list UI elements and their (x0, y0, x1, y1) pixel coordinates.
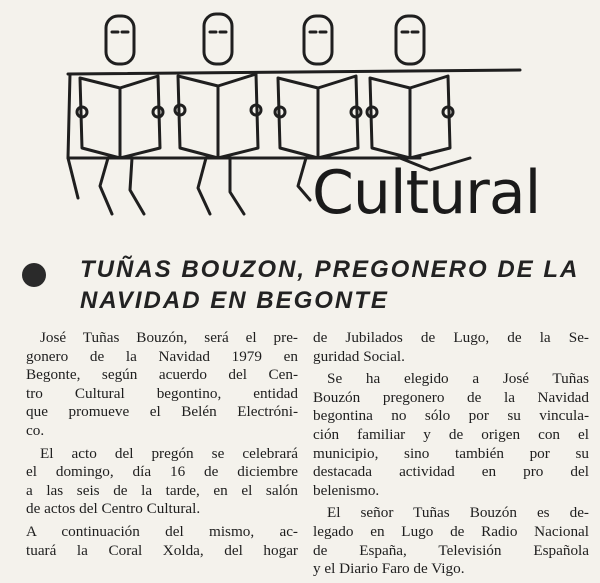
text-line: de España, Televisión Española (313, 541, 589, 559)
paragraph (26, 445, 298, 519)
headline (80, 254, 590, 316)
text-line: co. (26, 421, 45, 439)
reader-figure-4 (367, 16, 453, 158)
text-line: municipio, sino también por su (313, 444, 589, 462)
text-line: de Jubilados de Lugo, de la Se- (313, 329, 589, 346)
text-line: belenismo. (313, 481, 380, 499)
text-line: José Tuñas Bouzón, será el pre- (40, 329, 298, 346)
reader-figure-2 (175, 14, 261, 214)
text-line: Bouzón pregonero de la Navidad (313, 388, 589, 406)
text-line: begontina no sólo por su vincula- (313, 407, 589, 425)
text-line: ción familiar y de origen con el (313, 425, 589, 443)
paragraph (26, 523, 298, 560)
text-line: El señor Tuñas Bouzón es de- (327, 504, 589, 522)
reader-figure-1 (77, 16, 163, 214)
text-line: a las seis de la tarde, en el salón (26, 481, 298, 499)
text-line: destacada actividad en pro del (313, 463, 589, 481)
text-line: A continuación del mismo, ac- (26, 522, 298, 540)
headline-line-1: TUÑAS BOUZON, PREGONERO DE LA (80, 256, 580, 283)
text-line: de actos del Centro Cultural. (26, 500, 201, 518)
text-line: Begonte, según acuerdo del Cen- (26, 366, 298, 384)
text-line: y el Diario Faro de Vigo. (313, 560, 465, 578)
text-line: guridad Social. (313, 347, 405, 365)
article-column-left (26, 329, 298, 564)
text-line: que promueve el Belén Electróni- (26, 403, 298, 421)
headline-bullet (22, 263, 46, 287)
article-column-right (313, 329, 589, 583)
paragraph (26, 329, 298, 441)
text-line: El acto del pregón se celebrará (40, 444, 298, 462)
text-line: tuará la Coral Xolda, del hogar (26, 541, 298, 559)
text-line: legado en Lugo de Radio Nacional (313, 522, 589, 540)
text-line: Se ha elegido a José Tuñas (327, 370, 589, 388)
section-title: Cultural (312, 158, 541, 228)
paragraph (313, 504, 589, 578)
paragraph (313, 370, 589, 500)
text-line: tro Cultural begontino, entidad (26, 384, 298, 402)
text-line: el domingo, día 16 de diciembre (26, 463, 298, 481)
paragraph (313, 329, 589, 366)
headline-line-2: NAVIDAD EN BEGONTE (80, 287, 389, 314)
text-line: gonero de la Navidad 1979 en (26, 347, 298, 365)
